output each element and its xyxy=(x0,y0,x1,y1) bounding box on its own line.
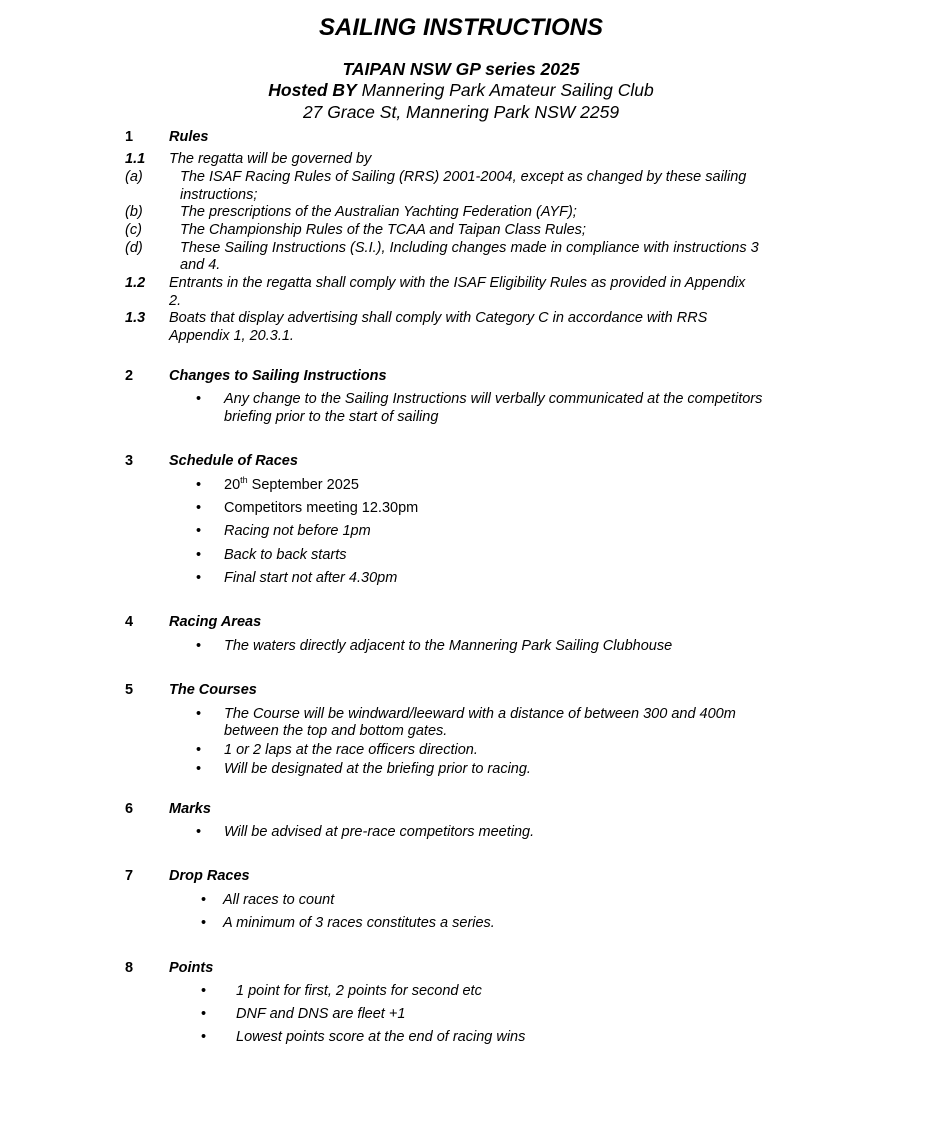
clause-number: 1.2 xyxy=(125,275,146,291)
date-suffix: th xyxy=(240,475,248,486)
date-rest: September 2025 xyxy=(247,477,359,493)
hosted-label: Hosted BY xyxy=(268,80,357,100)
clause-number: 1.1 xyxy=(125,151,146,167)
sub-clause-text: The ISAF Racing Rules of Sailing (RRS) 2001-2004, except as changed by these sailing xyxy=(180,169,747,185)
sub-clause-text: These Sailing Instructions (S.I.), Including changes made in compliance with instructions 3 xyxy=(180,240,759,256)
clause-text: Entrants in the regatta shall comply with the ISAF Eligibility Rules as provided in Appendix xyxy=(169,275,746,291)
section-number: 6 xyxy=(125,801,134,817)
sub-clause-letter: (b) xyxy=(125,204,143,220)
sub-clause-text: The Championship Rules of the TCAA and Taipan Class Rules; xyxy=(180,222,586,238)
series-heading: TAIPAN NSW GP series 2025 xyxy=(342,59,580,79)
clause-text: Boats that display advertising shall comply with Category C in accordance with RRS xyxy=(169,310,708,326)
bullet-icon: • xyxy=(201,892,207,908)
list-item: briefing prior to the start of sailing xyxy=(224,409,439,425)
bullet-icon: • xyxy=(196,742,202,758)
bullet-icon: • xyxy=(201,1029,207,1045)
bullet-icon: • xyxy=(196,761,202,777)
sub-clause-letter: (a) xyxy=(125,169,143,185)
list-item-date xyxy=(224,477,359,493)
section-number: 2 xyxy=(125,368,134,384)
document-title: SAILING INSTRUCTIONS xyxy=(318,14,603,41)
club-address: 27 Grace St, Mannering Park NSW 2259 xyxy=(302,102,620,122)
bullet-icon: • xyxy=(196,547,202,563)
list-item: Any change to the Sailing Instructions will verbally communicated at the competitors xyxy=(224,391,763,407)
sub-clause-letter: (c) xyxy=(125,222,142,238)
host-line xyxy=(0,80,922,101)
list-item: All races to count xyxy=(223,892,335,908)
bullet-icon: • xyxy=(196,570,202,586)
section-number: 4 xyxy=(125,614,134,630)
bullet-icon: • xyxy=(196,477,202,493)
bullet-icon: • xyxy=(201,1006,207,1022)
section-title: Racing Areas xyxy=(169,614,262,630)
bullet-icon: • xyxy=(196,706,202,722)
list-item: The Course will be windward/leeward with a distance of between 300 and 400m xyxy=(224,706,736,722)
list-item: Will be designated at the briefing prior to racing. xyxy=(224,761,531,777)
clause-text: Appendix 1, 20.3.1. xyxy=(169,328,294,344)
sub-clause-letter: (d) xyxy=(125,240,143,256)
section-number: 1 xyxy=(125,129,134,145)
section-title: Drop Races xyxy=(169,868,250,884)
list-item: Will be advised at pre-race competitors meeting. xyxy=(224,824,535,840)
bullet-icon: • xyxy=(201,983,207,999)
section-title: Schedule of Races xyxy=(169,453,298,469)
list-item: 1 point for first, 2 points for second etc xyxy=(236,983,482,999)
list-item: 1 or 2 laps at the race officers direction. xyxy=(224,742,478,758)
list-item: Competitors meeting 12.30pm xyxy=(224,500,419,516)
sub-clause-text: instructions; xyxy=(180,187,258,203)
club-name: Mannering Park Amateur Sailing Club xyxy=(361,80,654,100)
list-item: Racing not before 1pm xyxy=(224,523,371,539)
section-title: Points xyxy=(169,960,214,976)
list-item: DNF and DNS are fleet +1 xyxy=(236,1006,406,1022)
clause-number: 1.3 xyxy=(125,310,146,326)
section-title: Rules xyxy=(169,129,209,145)
clause-text: The regatta will be governed by xyxy=(169,151,372,167)
bullet-icon: • xyxy=(201,915,207,931)
list-item: A minimum of 3 races constitutes a series. xyxy=(223,915,495,931)
list-item: Lowest points score at the end of racing wins xyxy=(236,1029,526,1045)
section-number: 8 xyxy=(125,960,134,976)
bullet-icon: • xyxy=(196,523,202,539)
section-number: 5 xyxy=(125,682,134,698)
sub-clause-text: and 4. xyxy=(180,257,221,273)
list-item: between the top and bottom gates. xyxy=(224,723,448,739)
section-title: The Courses xyxy=(169,682,257,698)
list-item: Final start not after 4.30pm xyxy=(224,570,398,586)
bullet-icon: • xyxy=(196,500,202,516)
section-title: Changes to Sailing Instructions xyxy=(169,368,387,384)
date-day: 20 xyxy=(224,477,241,493)
clause-text: 2. xyxy=(169,293,182,309)
sub-clause-text: The prescriptions of the Australian Yachting Federation (AYF); xyxy=(180,204,577,220)
list-item: The waters directly adjacent to the Mannering Park Sailing Clubhouse xyxy=(224,638,673,654)
list-item: Back to back starts xyxy=(224,547,347,563)
section-title: Marks xyxy=(169,801,211,817)
bullet-icon: • xyxy=(196,391,202,407)
bullet-icon: • xyxy=(196,638,202,654)
bullet-icon: • xyxy=(196,824,202,840)
section-number: 3 xyxy=(125,453,134,469)
section-number: 7 xyxy=(125,868,134,884)
